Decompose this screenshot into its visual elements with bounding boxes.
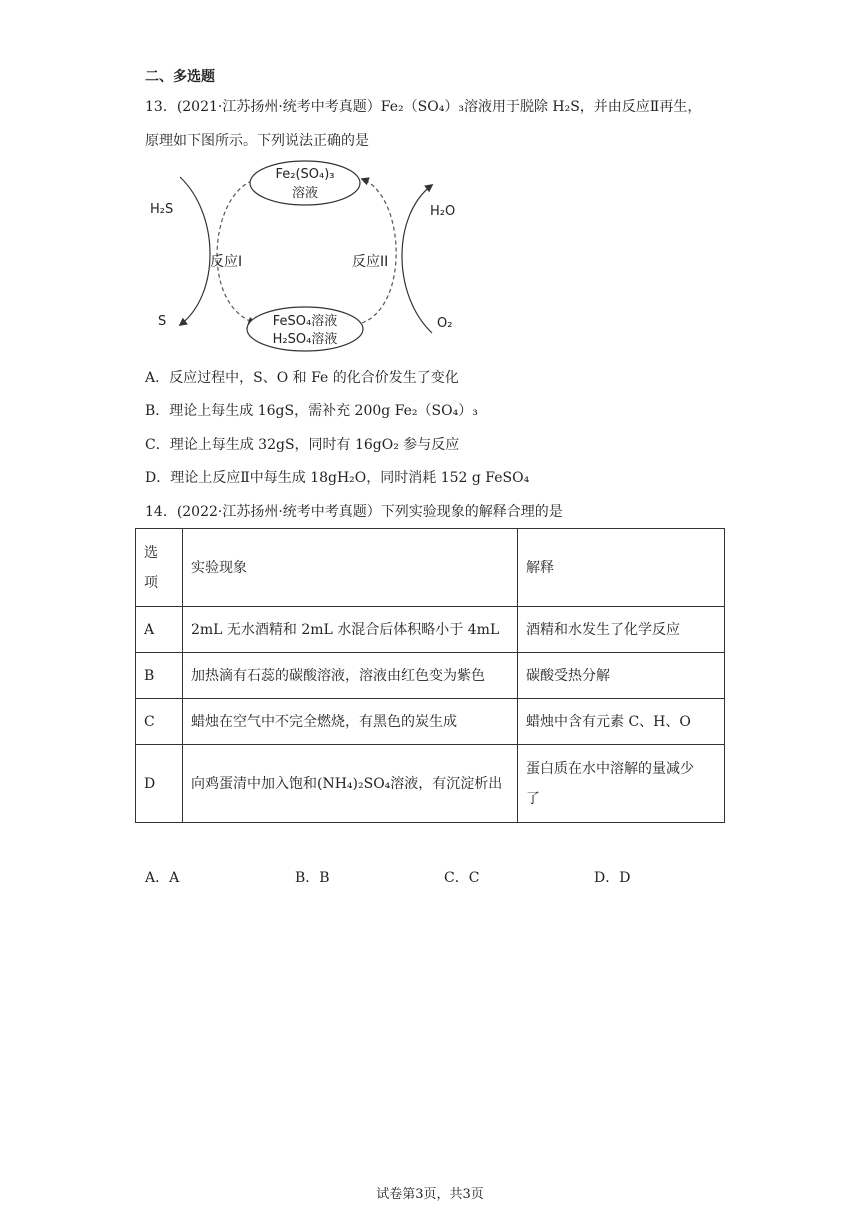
q14-option-c: C．C bbox=[444, 870, 480, 886]
cell-explanation: 酒精和水发生了化学反应 bbox=[518, 607, 725, 653]
right-side-arrow bbox=[402, 185, 432, 333]
q13-stem-line2: 原理如下图所示。下列说法正确的是 bbox=[145, 133, 369, 149]
bottom-box-line1: FeSO₄溶液 bbox=[272, 314, 338, 329]
left-side-arrow bbox=[180, 177, 210, 325]
reaction-2-label: 反应II bbox=[352, 254, 389, 270]
q14-stem: 14．(2022·江苏扬州·统考中考真题）下列实验现象的解释合理的是 bbox=[145, 504, 563, 520]
s-label: S bbox=[158, 314, 167, 329]
cell-option: D bbox=[136, 745, 183, 823]
q13-option-c: C．理论上每生成 32gS，同时有 16gO₂ 参与反应 bbox=[145, 437, 460, 453]
header-phenomenon: 实验现象 bbox=[183, 529, 518, 607]
q13-stem-line1: 13．(2021·江苏扬州·统考中考真题）Fe₂（SO₄）₃溶液用于脱除 H₂S，并由反应Ⅱ再生， bbox=[145, 99, 702, 115]
cell-phenomenon: 蜡烛在空气中不完全燃烧，有黑色的炭生成 bbox=[183, 699, 518, 745]
o2-label: O₂ bbox=[437, 316, 453, 331]
reaction-1-label: 反应I bbox=[210, 254, 243, 270]
cell-explanation: 蜡烛中含有元素 C、H、O bbox=[518, 699, 725, 745]
cell-option: C bbox=[136, 699, 183, 745]
q14-option-a: A．A bbox=[145, 870, 180, 886]
bottom-box-line2: H₂SO₄溶液 bbox=[272, 332, 338, 347]
cycle-arc-right bbox=[362, 179, 396, 323]
table-row bbox=[136, 653, 725, 699]
section-title: 二、多选题 bbox=[145, 69, 215, 85]
cell-phenomenon: 加热滴有石蕊的碳酸溶液，溶液由红色变为紫色 bbox=[183, 653, 518, 699]
q14-option-b: B．B bbox=[295, 870, 330, 886]
cell-option: A bbox=[136, 607, 183, 653]
q13-option-b: B．理论上每生成 16gS，需补充 200g Fe₂（SO₄）₃ bbox=[145, 403, 478, 419]
h2o-label: H₂O bbox=[430, 204, 456, 219]
q14-option-d: D．D bbox=[594, 870, 631, 886]
table-row bbox=[136, 607, 725, 653]
q13-option-d: D．理论上反应Ⅱ中每生成 18gH₂O，同时消耗 152 g FeSO₄ bbox=[145, 470, 530, 486]
top-box-line2: 溶液 bbox=[291, 186, 319, 201]
cell-phenomenon: 向鸡蛋清中加入饱和(NH₄)₂SO₄溶液，有沉淀析出 bbox=[183, 745, 518, 823]
cell-explanation: 碳酸受热分解 bbox=[518, 653, 725, 699]
cell-explanation: 蛋白质在水中溶解的量减少了 bbox=[518, 745, 725, 823]
header-option: 选项 bbox=[136, 529, 183, 607]
reaction-cycle-diagram bbox=[140, 155, 480, 355]
cell-option: B bbox=[136, 653, 183, 699]
table-header-row bbox=[136, 529, 725, 607]
top-box-line1: Fe₂(SO₄)₃ bbox=[275, 167, 335, 182]
header-explanation: 解释 bbox=[518, 529, 725, 607]
page-footer: 试卷第3页，共3页 bbox=[376, 1187, 484, 1202]
cell-phenomenon: 2mL 无水酒精和 2mL 水混合后体积略小于 4mL bbox=[183, 607, 518, 653]
table-row bbox=[136, 699, 725, 745]
q14-table bbox=[135, 528, 725, 823]
table-row bbox=[136, 745, 725, 823]
q13-option-a: A．反应过程中，S、O 和 Fe 的化合价发生了变化 bbox=[145, 370, 459, 386]
h2s-label: H₂S bbox=[150, 202, 174, 217]
cycle-arc-left bbox=[217, 181, 255, 323]
